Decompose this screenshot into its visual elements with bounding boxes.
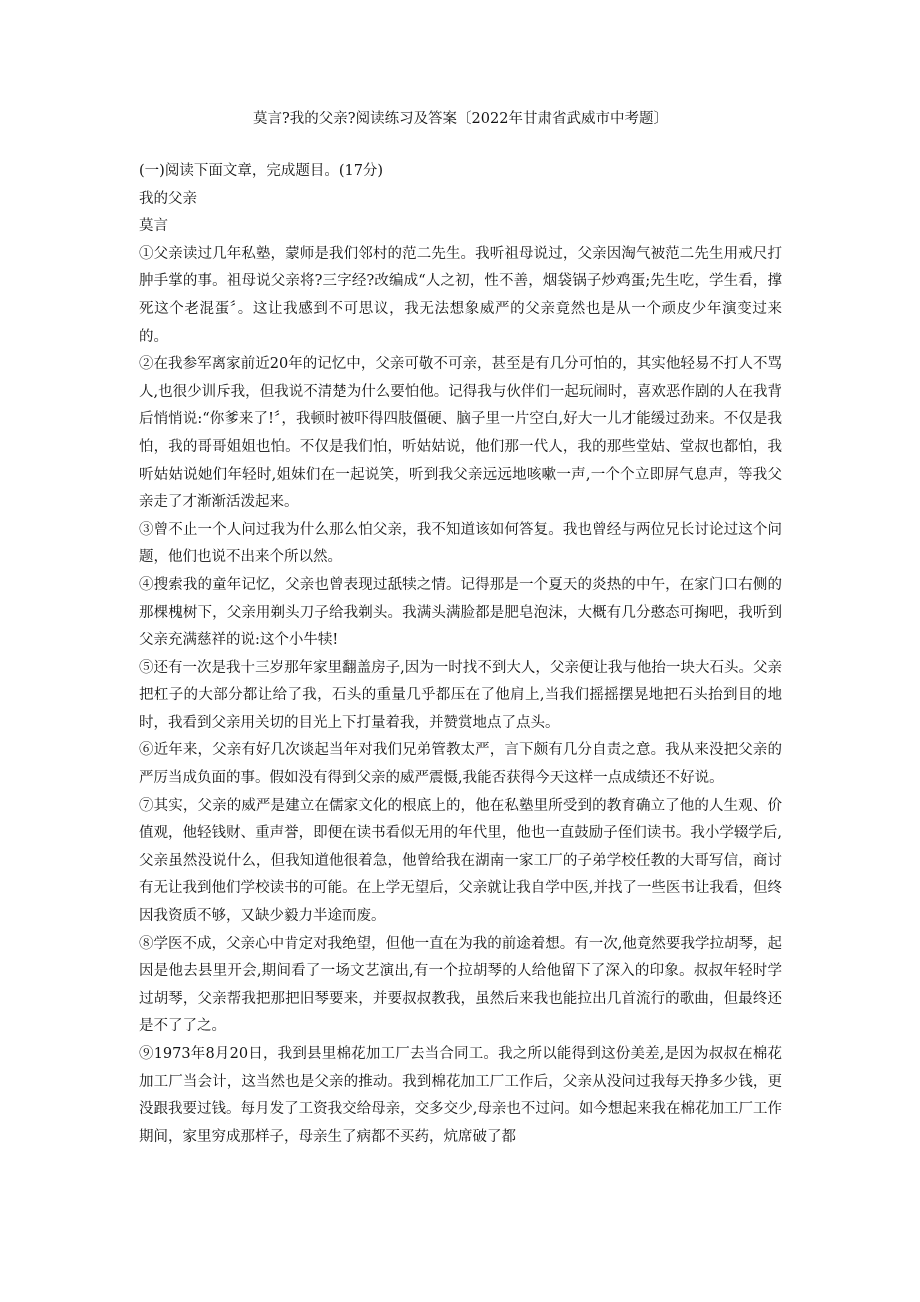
paragraph-2: ②在我参军离家前近20年的记忆中，父亲可敬不可亲，甚至是有几分可怕的，其实他轻易不打人不骂人,也很少训斥我，但我说不清楚为什么要怕他。记得我与伙伴们一起玩闹时，喜欢恶作剧的人在我背后悄悄说:“你爹来了!〞，我顿时被吓得四肢僵硬、脑子里一片空白,好大一儿才能缓过劲来。不仅是我怕，我的哥哥姐姐也怕。不仅是我们怕，听姑姑说，他们那一代人，我的那些堂姑、堂叔也都怕，我听姑姑说她们年轻时,姐妹们在一起说笑，听到我父亲远远地咳嗽一声,一个个立即屏气息声，等我父亲走了才渐渐活泼起来。 <box>139 356 782 511</box>
paragraph-8: ⑧学医不成，父亲心中肯定对我绝望，但他一直在为我的前途着想。有一次,他竟然要我学拉胡琴，起因是他去县里开会,期间看了一场文艺演出,有一个拉胡琴的人给他留下了深入的印象。叔叔年轻时学过胡琴，父亲帮我把那把旧琴要来，并要叔叔教我，虽然后来我也能拉出几首流行的歌曲，但最终还是不了了之。 <box>139 935 782 1035</box>
paragraph-1: ①父亲读过几年私塾，蒙师是我们邻村的范二先生。我听祖母说过，父亲因淘气被范二先生用戒尺打肿手掌的事。祖母说父亲将?三字经?改编成“人之初，性不善，烟袋锅子炒鸡蛋;先生吃，学生看，撑死这个老混蛋〞。这让我感到不可思议，我无法想象威严的父亲竟然也是从一个顽皮少年演变过来的。 <box>139 245 782 345</box>
paragraph-9: ⑨1973年8月20日，我到县里棉花加工厂去当合同工。我之所以能得到这份美差,是因为叔叔在棉花加工厂当会计，这当然也是父亲的推动。我到棉花加工厂工作后，父亲从没问过我每天挣多少钱，更没跟我要过钱。每月发了工资我交给母亲，交多交少,母亲也不过问。如今想起来我在棉花加工厂工作期间，家里穷成那样子，母亲生了病都不买药，炕席破了都 <box>139 1046 782 1145</box>
paragraph-6: ⑥近年来，父亲有好几次谈起当年对我们兄弟管教太严，言下颇有几分自责之意。我从来没把父亲的严厉当成负面的事。假如没有得到父亲的威严震慑,我能否获得今天这样一点成绩还不好说。 <box>139 742 782 787</box>
paragraph-5: ⑤还有一次是我十三岁那年家里翻盖房子,因为一时找不到大人，父亲便让我与他抬一块大石头。父亲把杠子的大部分都让给了我，石头的重量几乎都压在了他肩上,当我们摇摇摆晃地把石头抬到目的地时，我看到父亲用关切的目光上下打量着我，并赞赏地点了点头。 <box>139 659 782 731</box>
paragraph-4: ④搜索我的童年记忆，父亲也曾表现过舐犊之情。记得那是一个夏天的炎热的中午，在家门口右侧的那棵槐树下，父亲用剃头刀子给我剃头。我满头满脸都是肥皂泡沫，大概有几分憨态可掬吧，我听到父亲充满慈祥的说:这个小牛犊! <box>139 576 782 649</box>
paragraph-7: ⑦其实，父亲的威严是建立在儒家文化的根底上的，他在私塾里所受到的教育确立了他的人生观、价值观，他轻钱财、重声誉，即便在读书看似无用的年代里，他也一直鼓励子侄们读书。我小学辍学后,父亲虽然没说什么，但我知道他很着急，他曾给我在湖南一家工厂的子弟学校任教的大哥写信，商讨有无让我到他们学校读书的可能。在上学无望后，父亲就让我自学中医,并找了一些医书让我看，但终因我资质不够，又缺少毅力半途而废。 <box>139 797 782 925</box>
paragraph-3: ③曾不止一个人问过我为什么那么怕父亲，我不知道该如何答复。我也曾经与两位兄长讨论过这个问题，他们也说不出来个所以然。 <box>139 521 782 566</box>
document-title: 莫言?我的父亲?阅读练习及答案〔2022年甘肃省武威市中考题〕 <box>253 111 668 127</box>
article-author: 莫言 <box>139 218 168 235</box>
article-title: 我的父亲 <box>139 190 197 207</box>
exercise-instruction: (一)阅读下面文章，完成题目。(17分) <box>139 163 384 179</box>
